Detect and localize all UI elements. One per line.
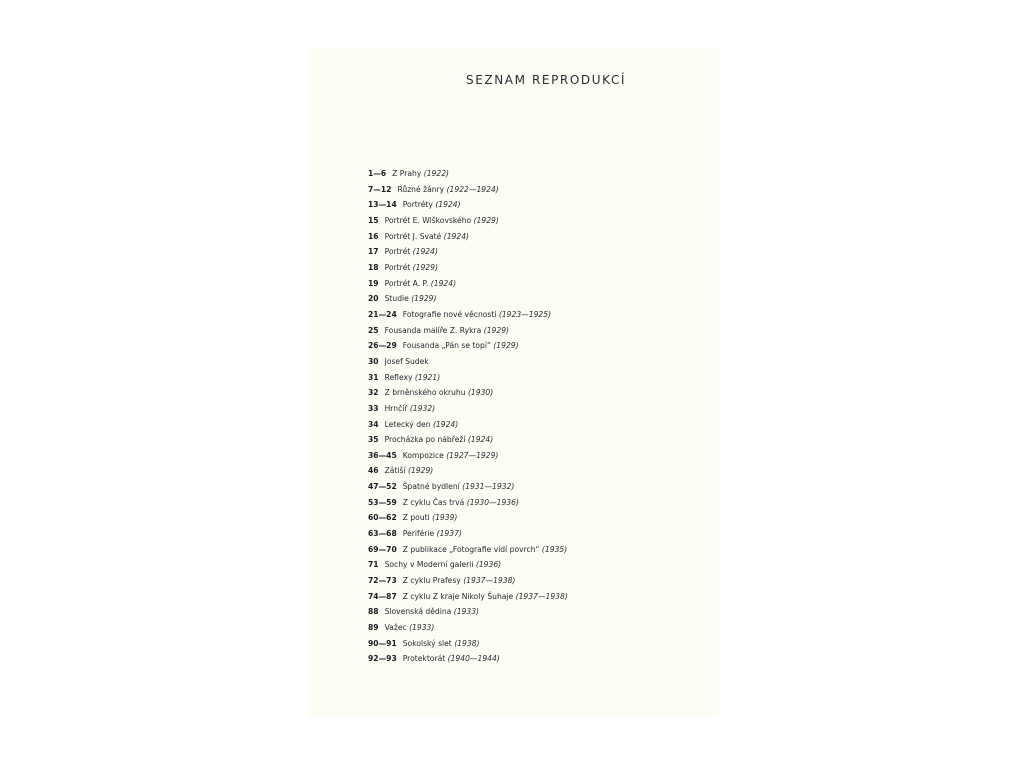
list-item	[368, 354, 568, 370]
entry-number: 15	[368, 215, 379, 225]
entry-years: (1929)	[473, 215, 499, 225]
entry-years: (1929)	[408, 466, 434, 476]
entry-title: Studie	[384, 294, 409, 304]
entry-years: (1936)	[475, 560, 502, 570]
entry-title: Špatné bydlení	[402, 482, 460, 492]
entry-number: 90—91	[368, 638, 397, 648]
entry-title: Portrét	[384, 262, 411, 272]
list-item	[368, 307, 568, 323]
entry-title: Fousanda malíře Z. Rykra	[384, 325, 482, 335]
entry-years: (1924)	[412, 247, 438, 257]
entry-years: (1937—1938)	[463, 576, 516, 586]
list-item	[368, 463, 568, 479]
entry-title: Portrét	[384, 247, 411, 257]
list-item	[368, 510, 568, 526]
entry-title: Procházka po nábřeží	[384, 435, 466, 445]
entry-years: (1931—1932)	[462, 482, 515, 492]
entry-title: Sokolský slet	[402, 638, 452, 648]
list-item	[368, 479, 568, 495]
entry-number: 71	[368, 560, 379, 570]
entry-years: (1927—1929)	[446, 450, 499, 460]
entry-years: (1924)	[432, 419, 459, 429]
entry-years: (1929)	[411, 294, 437, 304]
entry-number: 20	[368, 294, 379, 304]
entry-number: 74—87	[368, 591, 397, 601]
entry-number: 69—70	[368, 544, 397, 554]
entry-number: 60—62	[368, 513, 397, 523]
list-item	[368, 557, 568, 573]
list-item	[368, 432, 568, 448]
entry-years: (1930—1936)	[466, 497, 519, 507]
list-item	[368, 448, 568, 464]
list-item	[368, 291, 568, 307]
entry-number: 18	[368, 262, 379, 272]
entry-title: Josef Sudek	[384, 356, 429, 366]
entry-years: (1938)	[454, 638, 480, 648]
entry-years: (1937—1938)	[515, 591, 568, 601]
entry-number: 88	[368, 607, 379, 617]
list-item	[368, 323, 568, 339]
entry-years: (1933)	[409, 623, 435, 633]
entry-title: Z cyklu Z kraje Nikoly Šuhaje	[402, 591, 514, 601]
list-item	[368, 260, 568, 276]
entry-number: 13—14	[368, 200, 397, 210]
list-item	[368, 229, 568, 245]
list-item	[368, 385, 568, 401]
entry-number: 72—73	[368, 576, 397, 586]
entry-years: (1924)	[435, 200, 461, 210]
entry-title: Fotografie nové věcnosti	[402, 309, 497, 319]
entry-number: 17	[368, 247, 379, 257]
document-page	[307, 48, 719, 718]
entry-years: (1929)	[483, 325, 509, 335]
entry-number: 92—93	[368, 654, 397, 664]
entry-years: (1929)	[493, 341, 519, 351]
entry-title: Kompozice	[402, 450, 444, 460]
entry-title: Portrét E. Wiškovského	[384, 215, 472, 225]
entry-years: (1922)	[423, 169, 450, 178]
entry-number: 16	[368, 231, 379, 241]
entry-number: 63—68	[368, 529, 397, 539]
entry-number: 47—52	[368, 482, 397, 492]
entry-title: Sochy v Moderní galerii	[384, 560, 474, 570]
entry-title: Z publikace „Fotografie vidí povrch“	[402, 544, 540, 554]
list-item	[368, 589, 568, 605]
list-item	[368, 213, 568, 229]
list-item	[368, 182, 568, 198]
entry-years: (1932)	[409, 403, 436, 413]
entry-title: Periférie	[402, 529, 435, 539]
entry-years: (1929)	[412, 262, 438, 272]
entry-title: Z pouti	[402, 513, 430, 523]
entry-years: (1922—1924)	[446, 184, 499, 194]
list-item	[368, 495, 568, 511]
entry-number: 53—59	[368, 497, 397, 507]
entry-title: Fousanda „Pán se topí“	[402, 341, 491, 351]
entry-title: Portrét J. Svaté	[384, 231, 442, 241]
entry-title: Slovenská dědina	[384, 607, 452, 617]
entry-number: 36—45	[368, 450, 397, 460]
entry-number: 46	[368, 466, 379, 476]
entry-number: 34	[368, 419, 379, 429]
list-item	[368, 636, 568, 652]
entry-years: (1933)	[453, 607, 479, 617]
entry-title: Reflexy	[384, 372, 413, 382]
entry-number: 31	[368, 372, 379, 382]
list-item	[368, 338, 568, 354]
list-item	[368, 197, 568, 213]
list-item	[368, 620, 568, 636]
entry-number: 26—29	[368, 341, 397, 351]
list-item	[368, 276, 568, 292]
entry-title: Portrét A. P.	[384, 278, 429, 288]
entry-number: 30	[368, 356, 379, 366]
entry-years: (1940—1944)	[447, 654, 500, 664]
entry-number: 1—6	[368, 169, 387, 178]
list-item	[368, 542, 568, 558]
entry-years: (1930)	[467, 388, 494, 398]
entry-title: Z brněnského okruhu	[384, 388, 466, 398]
entry-number: 32	[368, 388, 379, 398]
entry-years: (1924)	[443, 231, 470, 241]
entry-years: (1935)	[541, 544, 568, 554]
entry-years: (1924)	[430, 278, 457, 288]
list-item	[368, 573, 568, 589]
reproduction-list	[368, 166, 568, 667]
entry-number: 33	[368, 403, 379, 413]
entry-number: 21—24	[368, 309, 397, 319]
entry-years: (1939)	[432, 513, 458, 523]
entry-title: Važec	[384, 623, 407, 633]
entry-years: (1924)	[467, 435, 494, 445]
entry-title: Z cyklu Čas trvá	[402, 497, 465, 507]
entry-number: 25	[368, 325, 379, 335]
page-title: SEZNAM REPRODUKCÍ	[466, 73, 627, 87]
entry-title: Různé žánry	[397, 184, 445, 194]
list-item	[368, 651, 568, 667]
entry-title: Zátiší	[384, 466, 406, 476]
entry-years: (1923—1925)	[498, 309, 552, 319]
entry-title: Z Prahy	[392, 169, 422, 178]
entry-number: 19	[368, 278, 379, 288]
list-item	[368, 526, 568, 542]
entry-title: Z cyklu Prafesy	[402, 576, 461, 586]
entry-number: 7—12	[368, 184, 392, 194]
entry-title: Portréty	[402, 200, 433, 210]
entry-years: (1937)	[436, 529, 462, 539]
entry-title: Protektorát	[402, 654, 446, 664]
list-item	[368, 604, 568, 620]
list-item	[368, 244, 568, 260]
list-item	[368, 166, 568, 182]
list-item	[368, 370, 568, 386]
entry-years: (1921)	[414, 372, 441, 382]
entry-number: 35	[368, 435, 379, 445]
entry-title: Letecký den	[384, 419, 431, 429]
list-item	[368, 417, 568, 433]
entry-title: Hrnčíř	[384, 403, 408, 413]
list-item	[368, 401, 568, 417]
entry-number: 89	[368, 623, 379, 633]
